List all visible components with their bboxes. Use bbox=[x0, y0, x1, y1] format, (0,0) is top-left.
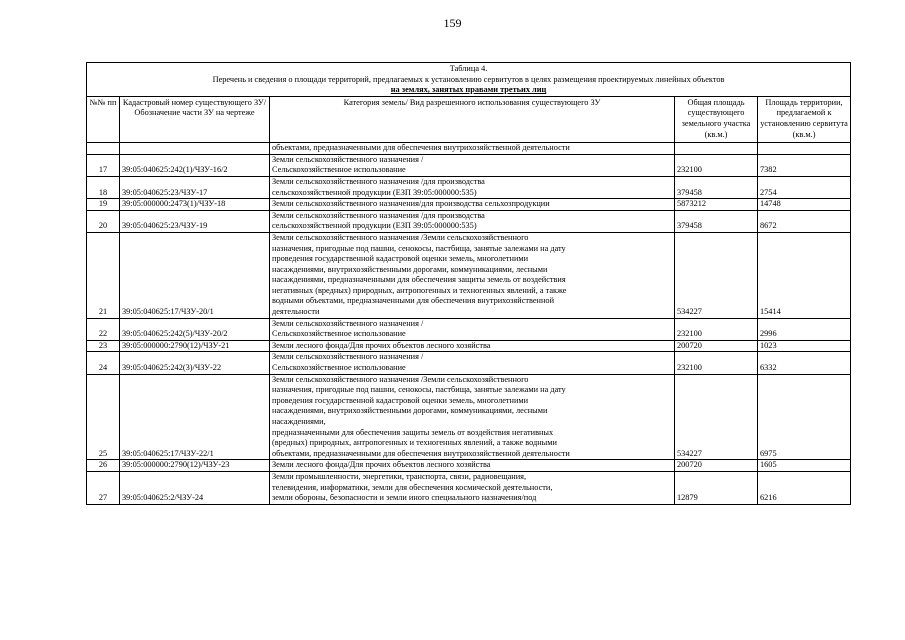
land-category-line: насаждениями, предназначенными для обеспечения защиты земель от воздействия bbox=[272, 275, 566, 285]
row-number: 26 bbox=[87, 460, 120, 472]
table-row bbox=[87, 232, 851, 318]
row-number: 22 bbox=[87, 318, 120, 340]
table-row bbox=[87, 340, 851, 352]
servitude-area: 6332 bbox=[758, 352, 851, 374]
cadastral-number: 39:05:040625:242(1)/ЧЗУ-16/2 bbox=[120, 154, 270, 176]
header-servitude-area: Площадь территории, предлагаемой к установлению сервитута (кв.м.) bbox=[758, 96, 851, 142]
land-category bbox=[270, 210, 675, 232]
row-number bbox=[87, 143, 120, 155]
header-cadastral: Кадастровый номер существующего ЗУ/ Обозначение части ЗУ на чертеже bbox=[120, 96, 270, 142]
total-area: 379458 bbox=[675, 176, 758, 198]
table-caption: Таблица 4. bbox=[449, 64, 488, 73]
cadastral-number: 39:05:040625:242(3)/ЧЗУ-22 bbox=[120, 352, 270, 374]
land-category-line: Земли сельскохозяйственного назначения /для производства bbox=[272, 176, 485, 186]
row-number: 25 bbox=[87, 374, 120, 460]
land-category-line: деятельности bbox=[272, 307, 320, 317]
row-number: 27 bbox=[87, 471, 120, 504]
cadastral-number: 39:05:040625:23/ЧЗУ-19 bbox=[120, 210, 270, 232]
land-category-line: объектами, предназначенными для обеспечения внутрихозяйственной деятельности bbox=[272, 143, 570, 153]
servitude-table bbox=[86, 62, 851, 505]
land-category-line: Земли сельскохозяйственного назначения /для производства bbox=[272, 210, 485, 220]
total-area: 200720 bbox=[675, 460, 758, 472]
land-category-line: Земли сельскохозяйственного назначения /Земли сельскохозяйственного bbox=[272, 374, 529, 384]
cadastral-number: 39:05:040625:23/ЧЗУ-17 bbox=[120, 176, 270, 198]
servitude-area: 7382 bbox=[758, 154, 851, 176]
row-number: 18 bbox=[87, 176, 120, 198]
table-row bbox=[87, 460, 851, 472]
land-category-line: насаждениями, внутрихозяйственными дорогами, коммуникациями, лесными bbox=[272, 406, 548, 416]
land-category bbox=[270, 352, 675, 374]
land-category-line: назначения, пригодные под пашни, сенокосы, пастбища, занятые залежами на дату bbox=[272, 385, 566, 395]
page-number: 159 bbox=[443, 16, 462, 30]
land-category-line: негативных (вредных) природных, антропогенных и техногенных явлений, а также bbox=[272, 285, 567, 295]
total-area: 12879 bbox=[675, 471, 758, 504]
land-category-line: Земли сельскохозяйственного назначения / bbox=[272, 154, 424, 164]
servitude-area: 15414 bbox=[758, 232, 851, 318]
land-category bbox=[270, 460, 675, 472]
land-category-line: насаждениями, внутрихозяйственными дорогами, коммуникациями, лесными bbox=[272, 264, 548, 274]
land-category-line: Земли лесного фонда/Для прочих объектов лесного хозяйства bbox=[272, 340, 491, 350]
land-category-line: водными объектами, предназначенными для обеспечения внутрихозяйственной bbox=[272, 296, 555, 306]
table-row bbox=[87, 471, 851, 504]
land-category-line: Земли сельскохозяйственного назначения/для производства сельхозпродукции bbox=[272, 199, 550, 209]
servitude-area: 2754 bbox=[758, 176, 851, 198]
table-row bbox=[87, 210, 851, 232]
table-body bbox=[87, 143, 851, 505]
cadastral-number: 39:05:040625:2/ЧЗУ-24 bbox=[120, 471, 270, 504]
cadastral-number: 39:05:000000:2790(12)/ЧЗУ-23 bbox=[120, 460, 270, 472]
land-category-line: Сельскохозяйственное использование bbox=[272, 329, 406, 339]
land-category-line: Земли сельскохозяйственного назначения / bbox=[272, 318, 424, 328]
land-category bbox=[270, 232, 675, 318]
row-number: 23 bbox=[87, 340, 120, 352]
total-area: 232100 bbox=[675, 154, 758, 176]
land-category-line: Сельскохозяйственное использование bbox=[272, 363, 406, 373]
land-category-line: (вредных) природных, антропогенных и техногенных явлений, а также водными bbox=[272, 438, 557, 448]
table-row bbox=[87, 352, 851, 374]
land-category bbox=[270, 318, 675, 340]
land-category-line: насаждениями, bbox=[272, 417, 326, 426]
total-area: 200720 bbox=[675, 340, 758, 352]
land-category-line: сельскохозяйственной продукции (ЕЗП 39:05:000000:535) bbox=[272, 187, 477, 197]
servitude-area: 1605 bbox=[758, 460, 851, 472]
cadastral-number: 39:05:000000:2790(12)/ЧЗУ-21 bbox=[120, 340, 270, 352]
land-category-line: проведения государственной кадастровой оценки земель, многолетними bbox=[272, 395, 529, 405]
row-number: 17 bbox=[87, 154, 120, 176]
land-category-line: назначения, пригодные под пашни, сенокосы, пастбища, занятые залежами на дату bbox=[272, 243, 566, 253]
cadastral-number: 39:05:000000:2473(1)/ЧЗУ-18 bbox=[120, 199, 270, 211]
table-title: Перечень и сведения о площади территорий, предлагаемых к установлению сервитутов в целях размещения проектируемых линейных объектов bbox=[212, 74, 725, 84]
header-total-area: Общая площадь существующего земельного участка (кв.м.) bbox=[675, 96, 758, 142]
table-row bbox=[87, 374, 851, 460]
table-caption-cell bbox=[87, 63, 851, 97]
cadastral-number: 39:05:040625:17/ЧЗУ-20/1 bbox=[120, 232, 270, 318]
total-area bbox=[675, 143, 758, 155]
servitude-area bbox=[758, 143, 851, 155]
table-row bbox=[87, 154, 851, 176]
total-area: 379458 bbox=[675, 210, 758, 232]
land-category-line: сельскохозяйственной продукции (ЕЗП 39:05:000000:535) bbox=[272, 221, 477, 231]
servitude-area: 1023 bbox=[758, 340, 851, 352]
land-category-line: Земли лесного фонда/Для прочих объектов лесного хозяйства bbox=[272, 460, 491, 470]
total-area: 5873212 bbox=[675, 199, 758, 211]
row-number: 19 bbox=[87, 199, 120, 211]
total-area: 534227 bbox=[675, 374, 758, 460]
table-subtitle: на землях, занятых правами третьих лиц bbox=[390, 85, 547, 95]
land-category-line: земли обороны, безопасности и земли иного специального назначения/под bbox=[272, 493, 537, 503]
total-area: 534227 bbox=[675, 232, 758, 318]
land-category-line: Земли сельскохозяйственного назначения /Земли сельскохозяйственного bbox=[272, 232, 529, 242]
total-area: 232100 bbox=[675, 352, 758, 374]
land-category bbox=[270, 154, 675, 176]
cadastral-number: 39:05:040625:242(5)/ЧЗУ-20/2 bbox=[120, 318, 270, 340]
table-row bbox=[87, 176, 851, 198]
row-number: 21 bbox=[87, 232, 120, 318]
servitude-area: 2996 bbox=[758, 318, 851, 340]
servitude-area: 14748 bbox=[758, 199, 851, 211]
header-num: №№ пп bbox=[87, 96, 120, 142]
servitude-area: 6216 bbox=[758, 471, 851, 504]
land-category bbox=[270, 340, 675, 352]
cadastral-number bbox=[120, 143, 270, 155]
land-category bbox=[270, 199, 675, 211]
land-category bbox=[270, 176, 675, 198]
servitude-area: 8672 bbox=[758, 210, 851, 232]
cadastral-number: 39:05:040625:17/ЧЗУ-22/1 bbox=[120, 374, 270, 460]
land-category-line: Земли сельскохозяйственного назначения / bbox=[272, 352, 424, 362]
land-category-line: проведения государственной кадастровой оценки земель, многолетними bbox=[272, 254, 529, 264]
row-number: 20 bbox=[87, 210, 120, 232]
row-number: 24 bbox=[87, 352, 120, 374]
land-category bbox=[270, 374, 675, 460]
land-category-line: Земли промышленности, энергетики, транспорта, связи, радиовещания, bbox=[272, 471, 527, 481]
header-category: Категория земель/ Вид разрешенного использования существующего ЗУ bbox=[270, 96, 675, 142]
land-category-line: объектами, предназначенными для обеспечения внутрихозяйственной деятельности bbox=[272, 448, 570, 458]
land-category-line: телевидения, информатики, земли для обеспечения космической деятельности, bbox=[272, 482, 553, 492]
land-category bbox=[270, 143, 675, 155]
servitude-area: 6975 bbox=[758, 374, 851, 460]
table-row bbox=[87, 199, 851, 211]
table-row bbox=[87, 143, 851, 155]
land-category bbox=[270, 471, 675, 504]
land-category-line: предназначенными для обеспечения защиты земель от воздействия негативных bbox=[272, 427, 554, 437]
land-category-line: Сельскохозяйственное использование bbox=[272, 165, 406, 175]
table-row bbox=[87, 318, 851, 340]
total-area: 232100 bbox=[675, 318, 758, 340]
